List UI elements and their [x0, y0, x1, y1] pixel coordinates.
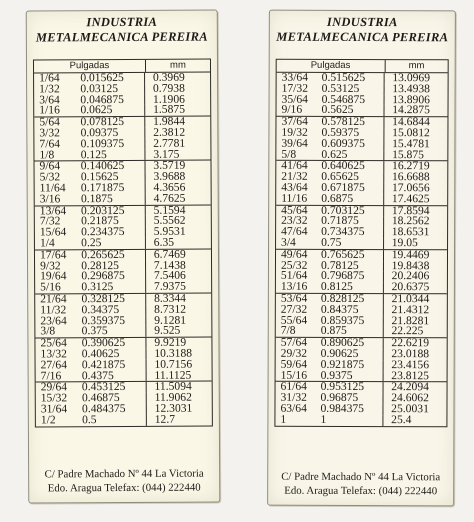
- decimal-cell: 0.59375: [317, 128, 384, 139]
- company-title-line1: INDUSTRIA: [86, 14, 158, 30]
- mm-cell: 15.0812: [392, 126, 430, 140]
- fraction-cell: 29/64: [40, 380, 68, 394]
- decimal-cell: 0.84375: [317, 305, 384, 316]
- mm-cell: 17.8594: [391, 203, 430, 217]
- decimal-cell: 0.734375: [317, 227, 384, 238]
- fraction-cell: 53/64: [280, 291, 308, 305]
- mm-cell: 18.2562: [391, 214, 430, 228]
- decimal-cell: 0.578125: [317, 117, 384, 128]
- decimal-cell: 0.921875: [317, 360, 384, 371]
- footer-phone: Edo. Aragua Telefax: (044) 222440: [47, 481, 201, 495]
- row-group: [35, 161, 211, 206]
- mm-cell: 10.3188: [154, 346, 193, 360]
- row-group: [34, 70, 210, 118]
- row-group: [275, 382, 446, 426]
- decimal-cell: 0.34375: [77, 305, 146, 316]
- mm-cell: 19.8438: [391, 258, 430, 272]
- decimal-cell: 1: [316, 415, 383, 426]
- fraction-cell: 1/2: [40, 413, 56, 427]
- decimal-cell: 0.5625: [318, 105, 385, 116]
- mm-cell: 14.2875: [392, 103, 430, 117]
- fraction-cell: 31/64: [40, 402, 68, 416]
- fraction-cell: 13/64: [39, 203, 67, 217]
- decimal-cell: 0.8125: [317, 282, 384, 293]
- table-body: [275, 70, 447, 426]
- fraction-cell: 3/8: [40, 324, 56, 338]
- fraction-cell: 9/64: [39, 159, 61, 173]
- column-header-inches: Pulgadas: [34, 60, 146, 73]
- decimal-cell: 0.90625: [317, 349, 384, 360]
- decimal-cell: 0.703125: [317, 205, 384, 216]
- decimal-cell: 0.96875: [317, 393, 384, 404]
- mm-cell: 13.8906: [392, 92, 430, 106]
- decimal-cell: 0.296875: [77, 271, 146, 282]
- decimal-cell: 0.28125: [77, 260, 146, 271]
- mm-cell: 8.7312: [154, 302, 187, 316]
- mm-cell: 22.225: [391, 324, 424, 338]
- company-title-line2: METALMECANICA PEREIRA: [35, 29, 208, 45]
- decimal-cell: 0.390625: [78, 338, 147, 349]
- decimal-cell: 0.453125: [78, 382, 147, 393]
- decimal-cell: 0.3125: [77, 282, 146, 293]
- decimal-cell: 0.875: [317, 326, 384, 337]
- mm-cell: 1.9844: [153, 114, 186, 129]
- decimal-cell: 0.953125: [317, 382, 384, 393]
- mm-cell: 15.4781: [392, 136, 430, 151]
- decimal-cell: 0.9375: [317, 370, 384, 381]
- decimal-cell: 0.40625: [78, 349, 147, 360]
- fraction-cell: 47/64: [281, 224, 308, 238]
- mm-cell: 9.9219: [154, 335, 187, 349]
- row-group: [36, 379, 212, 427]
- mm-cell: 21.0344: [391, 292, 430, 306]
- card-footer: [268, 470, 453, 499]
- mm-cell: 19.05: [391, 236, 418, 250]
- decimal-cell: 0.75: [317, 238, 384, 249]
- decimal-cell: 0.65625: [317, 172, 384, 183]
- decimal-cell: 0.859375: [317, 315, 384, 326]
- row-group: [34, 114, 210, 162]
- conversion-table: [33, 59, 213, 427]
- fraction-cell: 31/32: [280, 390, 307, 404]
- mm-cell: 3.5719: [153, 159, 186, 173]
- mm-cell: 22.6219: [391, 336, 430, 350]
- fraction-cell: 49/64: [280, 247, 308, 261]
- row-group: [35, 249, 211, 294]
- fraction-cell: 9/16: [281, 103, 303, 117]
- fraction-cell: 1/8: [39, 147, 55, 162]
- decimal-cell: 0.171875: [77, 183, 146, 194]
- fraction-cell: 23/32: [281, 214, 308, 228]
- fraction-cell: 17/64: [39, 248, 67, 262]
- company-title-line1: INDUSTRIA: [326, 14, 398, 30]
- fraction-cell: 1/64: [39, 71, 60, 85]
- fraction-cell: 51/64: [280, 269, 308, 283]
- fraction-cell: 9/32: [40, 258, 61, 272]
- decimal-cell: 0.203125: [77, 205, 146, 216]
- decimal-cell: 0.21875: [77, 216, 146, 227]
- fraction-cell: 1/16: [39, 103, 60, 117]
- row-group: [276, 161, 447, 206]
- decimal-cell: 0.015625: [76, 73, 145, 84]
- mm-cell: 20.2406: [391, 269, 430, 283]
- column-header-mm: mm: [408, 60, 425, 72]
- card-header: [270, 11, 455, 46]
- fraction-cell: 17/32: [281, 81, 309, 95]
- mm-cell: 9.525: [154, 324, 181, 338]
- fraction-cell: 5/32: [39, 170, 61, 184]
- fraction-cell: 7/8: [280, 324, 296, 338]
- fraction-cell: 43/64: [281, 180, 308, 194]
- mm-cell: 16.6688: [391, 170, 430, 184]
- fraction-cell: 39/64: [281, 136, 308, 150]
- company-title-line2: METALMECANICA PEREIRA: [276, 29, 449, 45]
- mm-cell: 19.4469: [391, 247, 430, 261]
- decimal-cell: 0.984375: [316, 404, 383, 415]
- mm-cell: 1.5875: [153, 103, 186, 117]
- mm-cell: 24.6062: [391, 391, 429, 405]
- fraction-cell: 23/64: [40, 313, 67, 327]
- mm-cell: 20.6375: [391, 280, 430, 294]
- decimal-cell: 0.1875: [77, 194, 146, 205]
- decimal-cell: 0.25: [77, 238, 146, 249]
- mm-cell: 2.7781: [153, 136, 186, 150]
- table-row: [275, 414, 446, 425]
- fraction-cell: 3/64: [39, 92, 60, 107]
- fraction-cell: 13/16: [280, 279, 308, 293]
- fraction-cell: 27/64: [40, 358, 68, 372]
- row-group: [276, 114, 447, 162]
- decimal-cell: 0.15625: [77, 172, 146, 183]
- mm-cell: 21.8281: [391, 313, 430, 327]
- mm-cell: 5.1594: [153, 203, 186, 217]
- fraction-cell: 7/16: [40, 368, 62, 382]
- decimal-cell: 0.0625: [76, 105, 145, 116]
- mm-cell: 23.8125: [391, 368, 430, 382]
- fraction-cell: 7/64: [39, 137, 61, 151]
- mm-cell: 0.3969: [152, 70, 185, 84]
- fraction-cell: 41/64: [281, 159, 308, 173]
- table-row: [275, 401, 446, 416]
- fraction-cell: 29/32: [280, 346, 308, 360]
- fraction-cell: 59/64: [280, 357, 308, 371]
- fraction-cell: 3/4: [281, 235, 296, 249]
- mm-cell: 23.4156: [391, 357, 430, 371]
- conversion-card-right: [267, 10, 456, 507]
- decimal-cell: 0.375: [78, 326, 147, 337]
- decimal-cell: 0.546875: [318, 94, 385, 105]
- decimal-cell: 0.4375: [78, 370, 147, 381]
- decimal-cell: 0.109375: [77, 139, 146, 150]
- footer-address: C/ Padre Machado Nº 44 La Victoria: [281, 470, 441, 484]
- fraction-cell: 25/64: [40, 336, 67, 350]
- decimal-cell: 0.796875: [317, 271, 384, 282]
- conversion-card-left: [26, 10, 221, 504]
- fraction-cell: 11/32: [40, 303, 67, 317]
- fraction-cell: 21/64: [40, 292, 67, 306]
- row-group: [276, 291, 447, 339]
- fraction-cell: 3/32: [39, 126, 61, 140]
- decimal-cell: 0.609375: [317, 139, 384, 150]
- column-header-inches: Pulgadas: [277, 60, 386, 72]
- decimal-cell: 0.515625: [318, 73, 385, 84]
- table-row: [36, 414, 212, 426]
- fraction-cell: 5/8: [281, 147, 297, 161]
- decimal-cell: 0.671875: [317, 183, 384, 194]
- mm-cell: 8.3344: [154, 291, 187, 305]
- decimal-cell: 0.78125: [317, 260, 384, 271]
- mm-cell: 7.9375: [153, 279, 186, 293]
- decimal-cell: 0.53125: [318, 84, 385, 95]
- mm-cell: 21.4312: [391, 302, 430, 316]
- mm-cell: 2.3812: [153, 125, 186, 139]
- mm-cell: 15.875: [392, 147, 424, 161]
- fraction-cell: 15/64: [39, 225, 67, 239]
- table-row: [276, 224, 447, 239]
- fraction-cell: 21/32: [281, 169, 308, 183]
- mm-cell: 1.1906: [153, 92, 185, 106]
- decimal-cell: 0.484375: [78, 404, 147, 415]
- mm-cell: 16.2719: [392, 159, 430, 173]
- fraction-cell: 1/32: [39, 82, 60, 96]
- decimal-cell: 0.140625: [77, 161, 146, 172]
- mm-cell: 25.0031: [391, 402, 429, 416]
- fraction-cell: 27/32: [280, 302, 308, 316]
- fraction-cell: 11/64: [39, 181, 66, 195]
- mm-cell: 12.3031: [154, 401, 193, 415]
- decimal-cell: 0.359375: [78, 315, 147, 326]
- fraction-cell: 19/32: [281, 125, 308, 139]
- conversion-table: [274, 59, 448, 427]
- decimal-cell: 0.46875: [78, 393, 147, 404]
- fraction-cell: 3/16: [39, 192, 61, 206]
- decimal-cell: 0.625: [317, 149, 384, 160]
- decimal-cell: 0.71875: [317, 216, 384, 227]
- decimal-cell: 0.328125: [77, 294, 146, 305]
- mm-cell: 6.35: [153, 235, 175, 249]
- mm-cell: 17.4625: [391, 191, 430, 206]
- fraction-cell: 33/64: [281, 70, 309, 84]
- fraction-cell: 55/64: [280, 313, 308, 327]
- card-footer: [29, 466, 219, 495]
- row-group: [276, 335, 447, 383]
- mm-cell: 5.5562: [153, 214, 186, 228]
- mm-cell: 5.9531: [153, 224, 186, 238]
- decimal-cell: 0.125: [77, 149, 146, 160]
- fraction-cell: 45/64: [281, 203, 308, 217]
- decimal-cell: 0.828125: [317, 294, 384, 305]
- mm-cell: 10.7156: [154, 357, 193, 371]
- mm-cell: 13.4938: [392, 81, 431, 96]
- fraction-cell: 61/64: [280, 380, 307, 394]
- decimal-cell: 0.890625: [317, 338, 384, 349]
- decimal-cell: 0.265625: [77, 250, 146, 261]
- decimal-cell: 0.046875: [76, 94, 145, 105]
- mm-cell: 23.0188: [391, 347, 430, 361]
- decimal-cell: 0.09375: [77, 128, 146, 139]
- table-body: [34, 70, 212, 427]
- column-header-mm: mm: [169, 59, 186, 71]
- fraction-cell: 15/32: [40, 391, 68, 405]
- fraction-cell: 35/64: [281, 92, 308, 106]
- mm-cell: 6.7469: [153, 247, 186, 261]
- fraction-cell: 5/16: [40, 280, 61, 294]
- row-group: [35, 335, 211, 383]
- fraction-cell: 37/64: [281, 114, 308, 128]
- mm-cell: 11.1125: [154, 368, 192, 382]
- fraction-cell: 1: [280, 412, 287, 426]
- card-header: [27, 11, 217, 46]
- fraction-cell: 11/16: [281, 191, 308, 205]
- mm-cell: 4.3656: [153, 180, 186, 194]
- row-group: [276, 205, 447, 250]
- fraction-cell: 15/16: [280, 368, 308, 382]
- fraction-cell: 25/32: [280, 258, 308, 272]
- mm-cell: 3.9688: [153, 169, 186, 184]
- mm-cell: 4.7625: [153, 191, 186, 205]
- mm-cell: 11.5094: [154, 379, 192, 394]
- decimal-cell: 0.640625: [317, 161, 384, 172]
- fraction-cell: 63/64: [280, 401, 307, 415]
- decimal-cell: 0.6875: [317, 194, 384, 205]
- footer-phone: Edo. Aragua Telefax: (044) 222440: [284, 484, 438, 498]
- decimal-cell: 0.078125: [77, 117, 146, 128]
- mm-cell: 14.6844: [392, 115, 430, 129]
- fraction-cell: 1/4: [39, 236, 55, 250]
- fraction-cell: 57/64: [280, 335, 308, 349]
- fraction-cell: 19/64: [40, 269, 67, 283]
- mm-cell: 3.175: [153, 147, 180, 161]
- decimal-cell: 0.5: [78, 415, 147, 426]
- mm-cell: 7.5406: [153, 269, 186, 283]
- decimal-cell: 0.03125: [76, 84, 145, 95]
- decimal-cell: 0.765625: [317, 250, 384, 261]
- mm-cell: 12.7: [154, 412, 176, 426]
- decimal-cell: 0.421875: [78, 360, 147, 371]
- mm-cell: 24.2094: [391, 380, 429, 394]
- row-group: [35, 205, 211, 250]
- mm-cell: 18.6531: [391, 225, 430, 239]
- footer-address: C/ Padre Machado Nº 44 La Victoria: [44, 467, 204, 481]
- fraction-cell: 7/32: [39, 214, 61, 228]
- fraction-cell: 13/32: [40, 347, 67, 361]
- mm-cell: 17.0656: [391, 181, 430, 195]
- mm-cell: 11.9062: [154, 390, 192, 404]
- row-group: [276, 249, 447, 294]
- fraction-cell: 5/64: [39, 115, 60, 129]
- mm-cell: 9.1281: [154, 313, 187, 327]
- row-group: [276, 70, 447, 118]
- decimal-cell: 0.234375: [77, 227, 146, 238]
- mm-cell: 7.1438: [153, 258, 186, 272]
- row-group: [35, 293, 211, 338]
- mm-cell: 13.0969: [392, 71, 431, 85]
- mm-cell: 0.7938: [152, 81, 185, 95]
- mm-cell: 25.4: [391, 412, 412, 426]
